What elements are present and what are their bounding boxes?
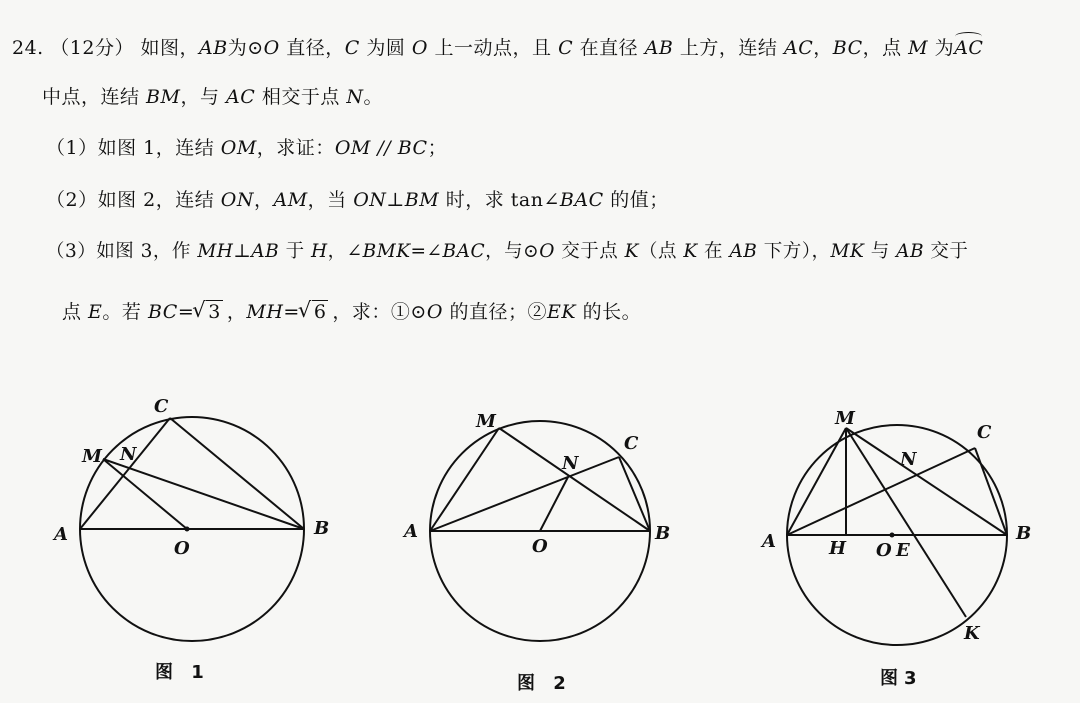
math: M	[908, 37, 929, 59]
math: ON⊥BM	[353, 189, 440, 211]
text: 在	[697, 241, 730, 262]
math: AC	[783, 37, 814, 59]
figure-3-label-m: M	[835, 408, 855, 429]
text: ，当	[307, 189, 354, 211]
math: EK	[546, 301, 577, 323]
figure-3-caption: 图3	[880, 668, 923, 689]
math: BC	[832, 37, 863, 59]
text: ；	[427, 137, 448, 159]
text: 3	[208, 301, 221, 323]
figure-2-label-o: O	[532, 536, 548, 557]
math: O	[426, 301, 443, 323]
math: OM // BC	[334, 137, 428, 159]
figure-2-label-m: M	[476, 411, 496, 432]
math: AB	[199, 37, 228, 59]
text: 相交于点	[255, 86, 347, 108]
text: 的值；	[603, 189, 669, 211]
figure-3-label-b: B	[1016, 523, 1032, 544]
math: AM	[273, 189, 308, 211]
math: N	[346, 86, 364, 108]
text: 为	[928, 37, 955, 59]
figure-1-label-m: M	[82, 446, 102, 467]
math: AB	[896, 241, 925, 262]
text: 下方），	[757, 241, 831, 262]
figure-1-label-o: O	[174, 538, 190, 559]
text: （2）如图 2，连结	[46, 189, 221, 211]
text: ，求：①⊙	[332, 301, 427, 323]
text: 中点，连结	[42, 86, 147, 108]
text: 交于	[924, 241, 969, 262]
figure-2-label-a: A	[404, 521, 418, 542]
text: 的长。	[576, 301, 642, 323]
text: =	[177, 301, 195, 323]
text: 交于点	[554, 241, 625, 262]
question-number: 24.	[12, 37, 44, 59]
figure-1-label-n: N	[120, 444, 137, 465]
figure-1-label-c: C	[154, 396, 169, 417]
text: 上方，连结	[673, 37, 784, 59]
figure-3-label-k: K	[964, 623, 980, 644]
figure-3-label-a: A	[762, 531, 776, 552]
math: H	[311, 241, 328, 262]
figure-3-label-e: E	[896, 540, 910, 561]
math: MK	[830, 241, 865, 262]
figure-3-segment-bm	[846, 428, 1007, 535]
figure-3-label-c: C	[977, 422, 992, 443]
text: ，	[226, 301, 247, 323]
math: O	[263, 37, 280, 59]
text: ，求证：	[256, 137, 335, 159]
figure-3-point-o	[890, 533, 895, 538]
text: =∠	[410, 241, 443, 262]
figure-2-label-c: C	[624, 433, 639, 454]
math: AB	[644, 37, 674, 59]
text: （3）如图 3，作	[46, 241, 198, 262]
math: O	[411, 37, 428, 59]
figure-3-label-n: N	[900, 449, 917, 470]
text: 于	[279, 241, 312, 262]
text: （1）如图 1，连结	[46, 137, 221, 159]
text: （点	[638, 241, 684, 262]
text: ，点	[862, 37, 909, 59]
math: BC	[147, 301, 178, 323]
math: OM	[220, 137, 257, 159]
text: 时，求 tan∠	[439, 189, 560, 211]
figure-2-caption: 图 2	[517, 673, 572, 694]
figure-1-label-a: A	[54, 524, 68, 545]
figure-1-label-b: B	[314, 518, 330, 539]
math: K	[624, 241, 639, 262]
text: 。若	[102, 301, 148, 323]
math: C	[344, 37, 360, 59]
text: 直径，	[279, 37, 345, 59]
math: BAC	[442, 241, 486, 262]
math: O	[539, 241, 555, 262]
text: ，与⊙	[485, 241, 540, 262]
text: ，	[253, 189, 274, 211]
text: 上一动点，且	[427, 37, 559, 59]
math: ON	[220, 189, 254, 211]
math: BM	[146, 86, 181, 108]
figure-3-label-o: O	[876, 540, 892, 561]
figure-1-caption: 图 1	[155, 662, 210, 683]
figure-3-segment-bc	[975, 448, 1007, 535]
text: 为⊙	[227, 37, 264, 59]
figure-2-label-n: N	[562, 453, 579, 474]
text: ，与	[180, 86, 227, 108]
math: BAC	[559, 189, 604, 211]
text: 点	[62, 301, 89, 323]
math: MH	[246, 301, 284, 323]
figure-2-label-b: B	[655, 523, 671, 544]
text: 与	[864, 241, 897, 262]
text: 如图，	[140, 37, 200, 59]
figure-3-label-h: H	[829, 538, 847, 559]
math: K	[683, 241, 698, 262]
math: C	[558, 37, 574, 59]
math: BMK	[362, 241, 411, 262]
question-score: （12分）	[50, 37, 134, 59]
text: 。	[363, 86, 384, 108]
math: MH⊥AB	[197, 241, 280, 262]
text: 的直径；②	[442, 301, 547, 323]
arc-ac-label: AC	[954, 37, 984, 59]
math: AC	[226, 86, 256, 108]
text: =	[283, 301, 300, 323]
figure-3-segment-am	[787, 428, 846, 535]
text: ，	[813, 37, 833, 59]
math: E	[88, 301, 103, 323]
text: ，∠	[327, 241, 363, 262]
text: 在直径	[573, 37, 645, 59]
text: 6	[313, 301, 327, 323]
math: AB	[729, 241, 758, 262]
text: 为圆	[359, 37, 412, 59]
